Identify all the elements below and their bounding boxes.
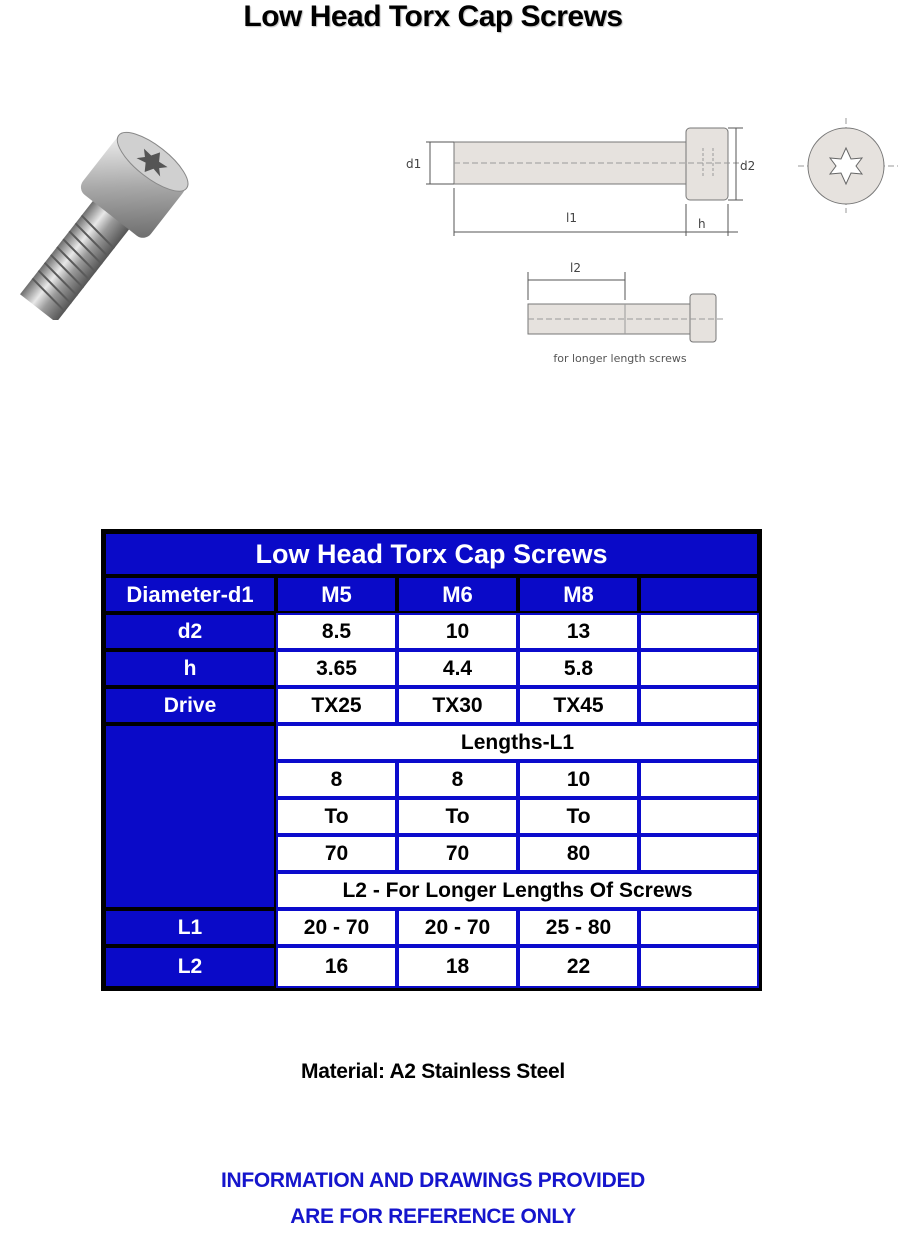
row-label: Drive — [104, 687, 276, 724]
disclaimer — [0, 1163, 866, 1235]
table-cell: 16 — [276, 946, 397, 988]
table-cell: 8 — [276, 761, 397, 798]
table-cell: To — [518, 798, 639, 835]
table-cell — [639, 798, 759, 835]
table-cell — [639, 650, 759, 687]
table-cell — [639, 687, 759, 724]
drawing-caption: for longer length screws — [553, 352, 687, 365]
screw-photo — [2, 130, 202, 320]
table-cell: To — [397, 798, 518, 835]
spec-table — [101, 529, 762, 991]
header-cell: M6 — [397, 576, 518, 613]
table-cell: 8.5 — [276, 613, 397, 650]
table-cell: 13 — [518, 613, 639, 650]
table-cell — [639, 613, 759, 650]
table-title-row — [104, 532, 759, 576]
table-cell: 10 — [518, 761, 639, 798]
header-cell: M8 — [518, 576, 639, 613]
table-cell: 18 — [397, 946, 518, 988]
row-label: d2 — [104, 613, 276, 650]
table-cell: TX45 — [518, 687, 639, 724]
table-row — [104, 650, 759, 687]
header-cell — [639, 576, 759, 613]
table-cell — [639, 835, 759, 872]
table-cell: TX25 — [276, 687, 397, 724]
longer-note: L2 - For Longer Lengths Of Screws — [276, 872, 759, 909]
row-label-blank — [104, 724, 276, 909]
row-label: L2 — [104, 946, 276, 988]
page-title: Low Head Torx Cap Screws — [243, 0, 623, 33]
table-row — [104, 724, 759, 761]
longer-screw-drawing — [520, 252, 730, 347]
header-cell: M5 — [276, 576, 397, 613]
table-cell: 80 — [518, 835, 639, 872]
table-title: Low Head Torx Cap Screws — [104, 532, 759, 576]
table-cell: 4.4 — [397, 650, 518, 687]
table-cell: TX30 — [397, 687, 518, 724]
screw-side-drawing — [398, 118, 768, 243]
table-cell — [639, 761, 759, 798]
table-cell: To — [276, 798, 397, 835]
table-cell: 20 - 70 — [397, 909, 518, 946]
disclaimer-line-1: INFORMATION AND DRAWINGS PROVIDED — [220, 1169, 646, 1192]
table-cell: 25 - 80 — [518, 909, 639, 946]
l2-label: l2 — [570, 261, 581, 275]
table-cell: 70 — [276, 835, 397, 872]
table-cell — [639, 909, 759, 946]
table-cell: 20 - 70 — [276, 909, 397, 946]
disclaimer-line-2: ARE FOR REFERENCE ONLY — [290, 1205, 576, 1228]
table-cell: 10 — [397, 613, 518, 650]
screw-end-view — [798, 118, 898, 218]
table-row — [104, 909, 759, 946]
table-header-row — [104, 576, 759, 613]
d1-label: d1 — [406, 157, 422, 171]
table-cell — [639, 946, 759, 988]
table-cell: 5.8 — [518, 650, 639, 687]
row-label: h — [104, 650, 276, 687]
h-label: h — [698, 217, 706, 231]
l1-label: l1 — [566, 211, 577, 225]
lengths-title: Lengths-L1 — [276, 724, 759, 761]
table-cell: 70 — [397, 835, 518, 872]
row-label: L1 — [104, 909, 276, 946]
table-cell: 3.65 — [276, 650, 397, 687]
header-label: Diameter-d1 — [104, 576, 276, 613]
spec-table-wrapper — [101, 529, 762, 991]
table-row — [104, 613, 759, 650]
table-cell: 22 — [518, 946, 639, 988]
material-note: Material: A2 Stainless Steel — [301, 1060, 565, 1083]
table-row — [104, 687, 759, 724]
d2-label: d2 — [740, 159, 756, 173]
table-row — [104, 946, 759, 988]
table-cell: 8 — [397, 761, 518, 798]
